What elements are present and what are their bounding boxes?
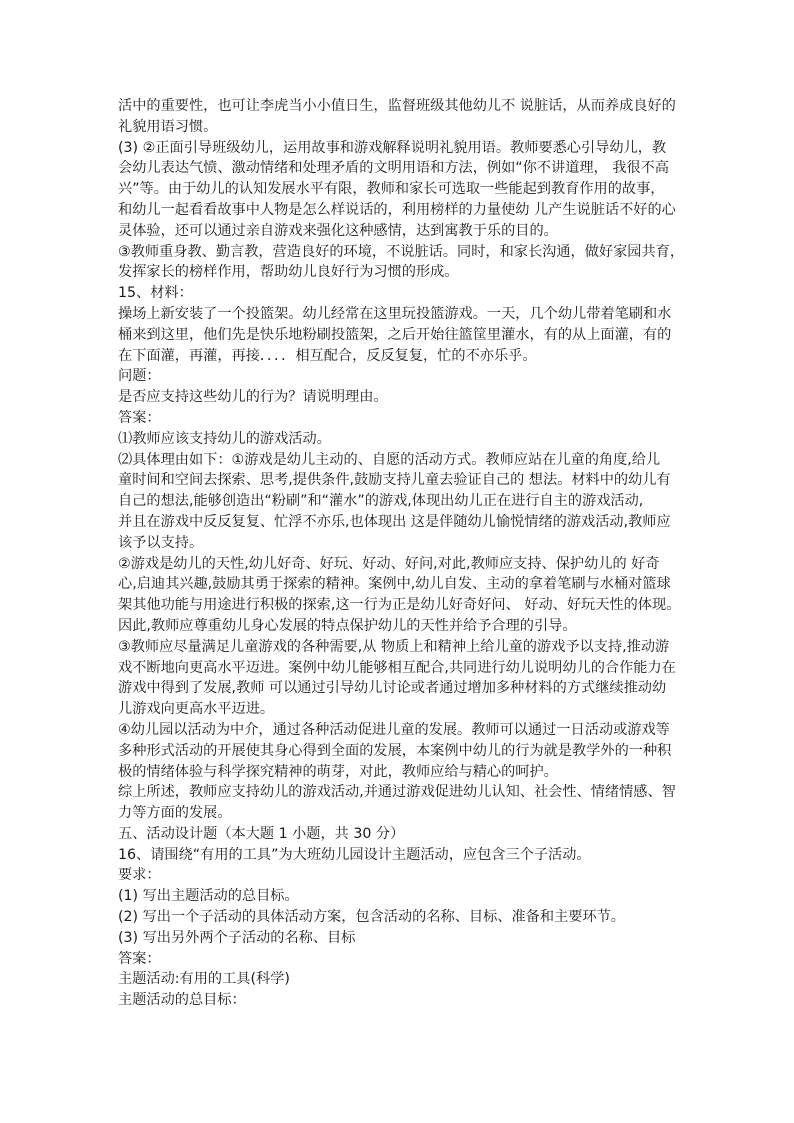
- answer-label: 答案：: [118, 409, 161, 426]
- text-line: 和幼儿一起看看故事中人物是怎么样说话的，利用榜样的力量使幼 儿产生说脏话不好的心: [118, 201, 676, 218]
- text-line: 架其他功能与用途进行积极的探索,这一行为正是幼儿好奇好问、 好动、好玩天性的体现。: [118, 597, 681, 614]
- text-line: 发挥家长的榜样作用，帮助幼儿良好行为习惯的形成。: [118, 264, 459, 281]
- text-line: 并且在游戏中反反复复、忙浮不亦乐,也体现出 这是伴随幼儿愉悦情绪的游戏活动,教师应: [118, 513, 671, 530]
- text-line: 自己的想法,能够创造出“粉刷”和“灌水”的游戏,体现出幼儿正在进行自主的游戏活动,: [118, 493, 644, 510]
- text-line: ⑵具体理由如下：①游戏是幼儿主动的、自愿的活动方式。教师应站在儿童的角度,给儿: [118, 451, 661, 468]
- text-line: 灵体验，还可以通过亲自游戏来强化这种感情，达到寓教于乐的目的。: [118, 222, 558, 239]
- text-line: 活中的重要性，也可让李虎当小小值日生，监督班级其他幼儿不 说脏话，从而养成良好的: [118, 98, 676, 114]
- text-line: 会幼儿表达气愤、激动情绪和处理矛盾的文明用语和方法，例如“你不讲道理， 我很不高: [118, 160, 669, 177]
- text-line: (1) 写出主题活动的总目标。: [118, 888, 299, 905]
- question-label: 问题：: [118, 368, 161, 385]
- text-line: 因此,教师应尊重幼儿身心发展的特点保护幼儿的天性并给予合理的引导。: [118, 617, 577, 634]
- text-line: 该予以支持。: [118, 534, 204, 551]
- text-line: 多种形式活动的开展使其身心得到全面的发展，本案例中幼儿的行为就是教学外的一种积: [118, 742, 672, 759]
- text-line: 兴”等。由于幼儿的认知发展水平有限，教师和家长可选取一些能起到教育作用的故事，: [118, 181, 665, 198]
- document-body: [118, 96, 685, 1011]
- text-line: 力等方面的发展。: [118, 805, 232, 822]
- text-line: 桶来到这里，他们先是快乐地粉刷投篮架，之后开始往篮筐里灌水，有的从上面灌，有的: [118, 326, 672, 343]
- text-line: 戏不断地向更高水平迈进。案例中幼儿能够相互配合,共同进行幼儿说明幼儿的合作能力在: [118, 659, 676, 676]
- text-line: 操场上新安装了一个投篮架。幼儿经常在这里玩投篮游戏。一天，几个幼儿带着笔刷和水: [118, 305, 672, 322]
- text-line: 极的情绪体验与科学探究精神的萌芽，对此，教师应给与精心的呵护。: [118, 763, 558, 780]
- text-line: 在下面灌，再灌，再接．．．．相互配合，反反复复，忙的不亦乐乎。: [118, 347, 537, 364]
- text-line: ⑴教师应该支持幼儿的游戏活动。: [118, 430, 331, 447]
- text-line: (3) ②正面引导班级幼儿，运用故事和游戏解释说明礼貌用语。教师要悉心引导幼儿，教: [118, 139, 667, 156]
- text-line: 主题活动的总目标：: [118, 992, 246, 1009]
- text-line: 主题活动:有用的工具(科学): [118, 971, 290, 988]
- text-line: (2) 写出一个子活动的具体活动方案，包含活动的名称、目标、准备和主要环节。: [118, 909, 625, 926]
- answer-label: 答案：: [118, 950, 161, 967]
- requirements-label: 要求：: [118, 867, 161, 884]
- text-line: 是否应支持这些幼儿的行为？请说明理由。: [118, 389, 388, 406]
- text-line: ②游戏是幼儿的天性,幼儿好奇、好玩、好动、好问,对此,教师应支持、保护幼儿的 好奇: [118, 555, 660, 572]
- question-heading: 15、材料：: [118, 285, 193, 302]
- text-line: ③教师重身教、勤言教，营造良好的环境，不说脏话。同时，和家长沟通，做好家园共育，: [118, 243, 685, 260]
- text-line: 童时间和空间去探索、思考,提供条件,鼓励支持儿童去验证自己的 想法。材料中的幼儿有: [118, 472, 671, 489]
- text-line: 游戏中得到了发展,教师 可以通过引导幼儿讨论或者通过增加多种材料的方式继续推动幼: [118, 680, 667, 697]
- text-line: (3) 写出另外两个子活动的名称、目标: [118, 929, 356, 946]
- text-line: ④幼儿园以活动为中介，通过各种活动促进儿童的发展。教师可以通过一日活动或游戏等: [118, 721, 670, 738]
- text-line: ③教师应尽量满足儿童游戏的各种需要,从 物质上和精神上给儿童的游戏予以支持,推动游: [118, 638, 670, 655]
- question-heading: 16、请围绕“有用的工具”为大班幼儿园设计主题活动，应包含三个子活动。: [118, 846, 591, 863]
- text-line: 儿游戏向更高水平迈进。: [118, 701, 275, 718]
- text-line: 综上所述，教师应支持幼儿的游戏活动,并通过游戏促进幼儿认知、社会性、情绪情感、智: [118, 784, 676, 801]
- text-line: 心,启迪其兴趣,鼓励其勇于探索的精神。案例中,幼儿自发、主动的拿着笔刷与水桶对篮球: [118, 576, 671, 593]
- section-heading: 五、活动设计题（本大题 1 小题，共 30 分）: [118, 825, 405, 842]
- text-line: 礼貌用语习惯。: [118, 118, 218, 135]
